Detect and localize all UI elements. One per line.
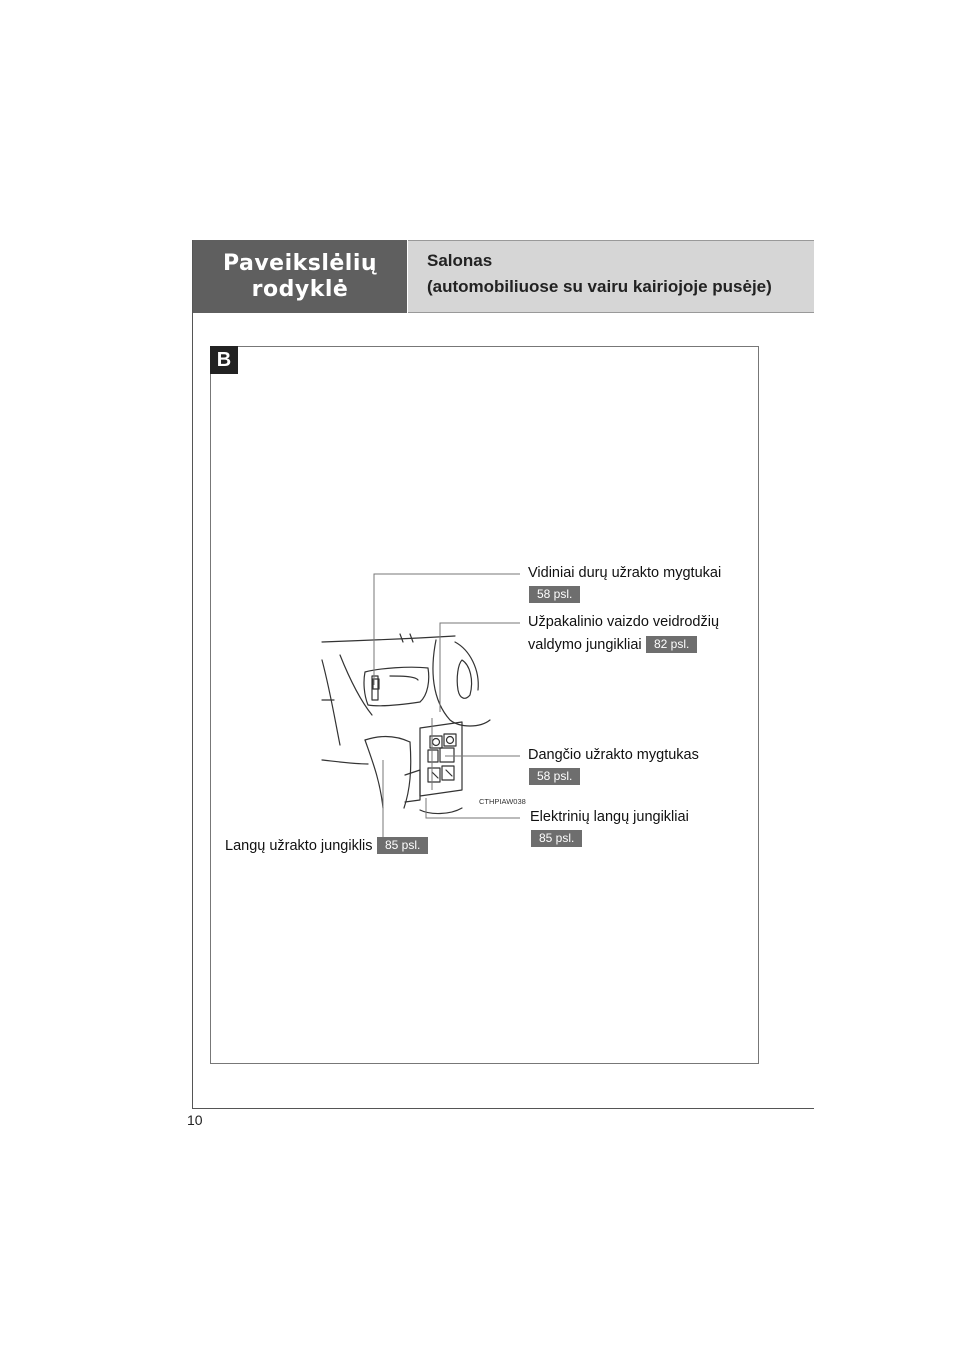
- callout-door-lock-button: Dangčio užrakto mygtukas: [528, 747, 699, 763]
- page-subtitle: (automobiliuose su vairu kairiojoje pusėje): [427, 277, 772, 296]
- page-ref-window-lock-switch[interactable]: 85 psl.: [377, 837, 428, 854]
- page-ref-door-lock-button[interactable]: 58 psl.: [529, 768, 580, 785]
- callout-window-lock-switch: Langų užrakto jungiklis: [225, 838, 373, 854]
- callout-mirror-switch-line1: Užpakalinio vaizdo veidrodžių: [528, 614, 720, 630]
- callout-mirror-switch-line2: valdymo jungikliai: [528, 637, 642, 653]
- page-ref-inner-door-lock[interactable]: 58 psl.: [529, 586, 580, 603]
- section-title: Paveikslėlių rodyklė: [222, 250, 378, 302]
- callout-inner-door-lock-buttons: Vidiniai durų užrakto mygtukai: [528, 565, 722, 581]
- page-title: Salonas: [427, 251, 493, 270]
- page-ref-power-window-switches[interactable]: 85 psl.: [531, 830, 582, 847]
- callout-power-window-switches: Elektrinių langų jungikliai: [530, 809, 689, 825]
- page-ref-mirror-switch[interactable]: 82 psl.: [646, 636, 697, 653]
- illustration-code: CTHPIAW038: [479, 797, 526, 806]
- page-number: 10: [187, 1112, 203, 1128]
- section-badge: B: [210, 346, 238, 374]
